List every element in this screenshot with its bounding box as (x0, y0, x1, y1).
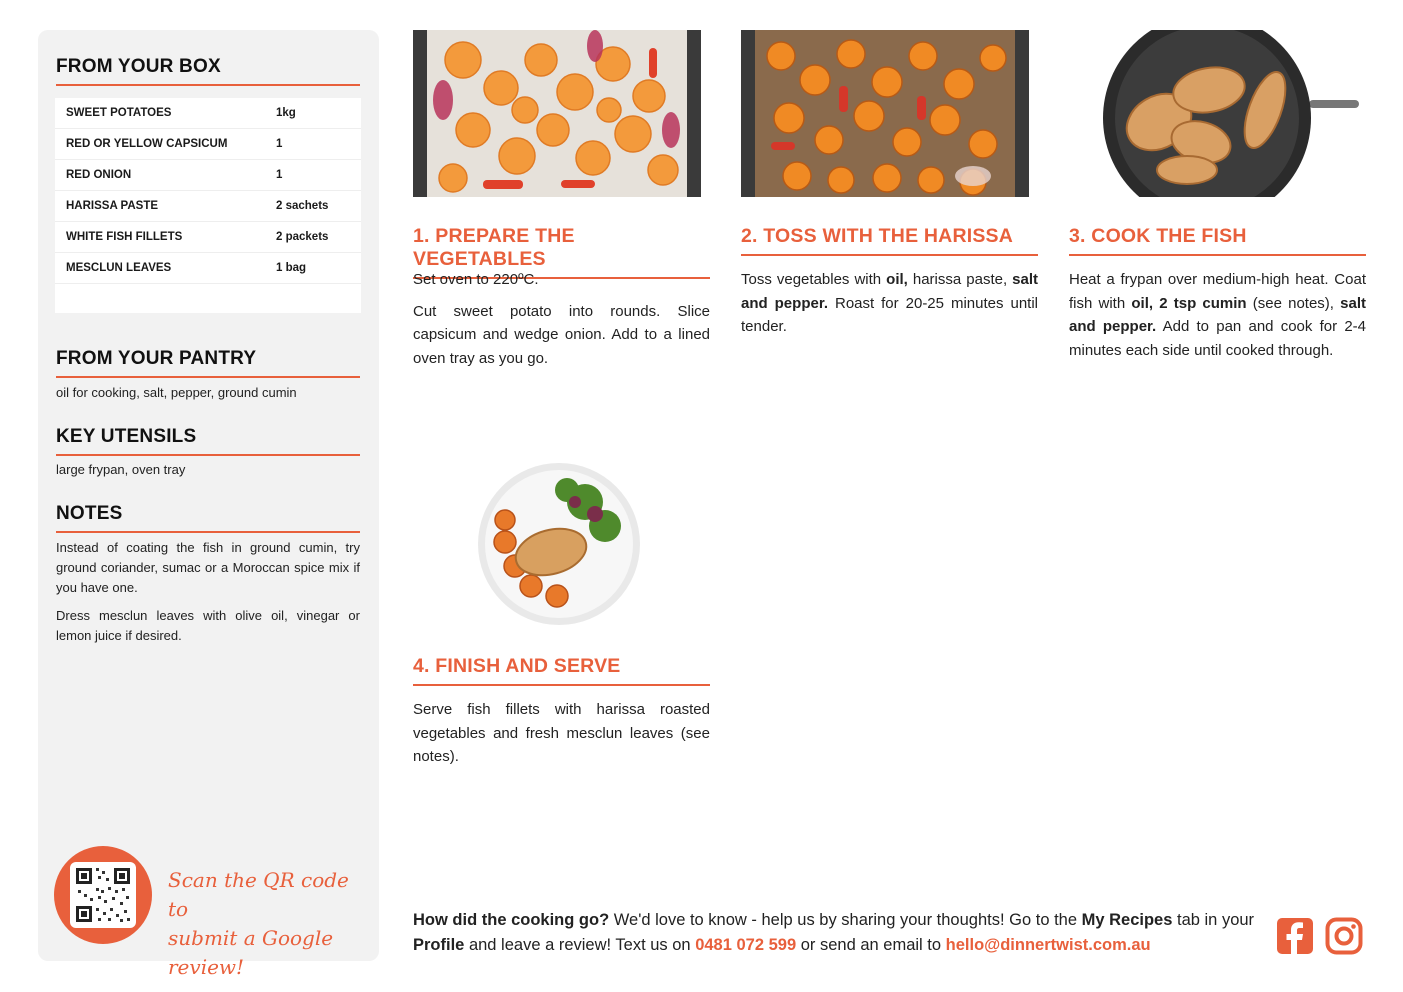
footer-text: or send an email to (796, 936, 946, 954)
step-paragraph: Serve fish fillets with harissa roasted vegetables and fresh mesclun leaves (see notes). (413, 701, 710, 765)
ingredient-qty: 1 (276, 169, 283, 181)
step-text: Toss vegetables with (741, 271, 887, 288)
notes-title: NOTES (56, 503, 360, 533)
note-paragraph: Dress mesclun leaves with olive oil, vinegar or lemon juice if desired. (56, 608, 360, 643)
step-text: Add to pan and cook for 2-4 minutes each side until cooked through. (1069, 318, 1367, 359)
profile-link[interactable]: Profile (413, 936, 465, 954)
my-recipes-link[interactable]: My Recipes (1081, 911, 1173, 929)
step-text-bold: salt and pepper. (741, 271, 1039, 312)
table-row (55, 98, 361, 129)
step-body (413, 698, 710, 777)
email-link[interactable]: hello@dinnertwist.com.au (945, 936, 1151, 954)
step-text: Roast for 20-25 minutes until tender. (741, 294, 1038, 335)
table-row (55, 129, 361, 160)
vegetables-tray-photo (413, 30, 701, 197)
utensils-title: KEY UTENSILS (56, 426, 360, 456)
sidebar (38, 30, 379, 979)
box-title: FROM YOUR BOX (56, 56, 360, 86)
step-title: 2. TOSS WITH THE HARISSA (741, 225, 1038, 256)
step-paragraph: Set oven to 220ºC. (413, 271, 539, 288)
step-text: Heat a frypan over medium-high heat. Coat fish with (1069, 271, 1366, 312)
footer-text: We'd love to know - help us by sharing your thoughts! Go to the (609, 911, 1082, 929)
step-paragraph: Cut sweet potato into rounds. Slice capsicum and wedge onion. Add to a lined oven tray as you go. (413, 302, 710, 367)
step-text: harissa paste, (907, 271, 1013, 288)
plated-dish-photo (475, 462, 643, 626)
qr-code-icon[interactable] (70, 862, 136, 928)
ingredient-name: RED ONION (66, 169, 132, 181)
ingredient-name: WHITE FISH FILLETS (66, 231, 183, 243)
table-row (55, 160, 361, 191)
step-body (741, 268, 1038, 339)
feedback-footer (413, 908, 1263, 958)
notes-text (56, 538, 360, 654)
qr-caption (168, 866, 368, 982)
step-body (413, 268, 710, 378)
step-text-bold: oil, 2 tsp cumin (1131, 294, 1247, 312)
ingredients-table (55, 98, 361, 313)
ingredient-qty: 1 bag (276, 262, 307, 274)
step-text-bold: oil, (886, 271, 908, 288)
qr-caption-line: Scan the QR code to (168, 868, 349, 921)
footer-text: tab in your (1172, 911, 1255, 929)
step-title: 4. FINISH AND SERVE (413, 655, 710, 686)
qr-caption-line: submit a Google review! (168, 926, 334, 979)
roasted-vegetables-photo (741, 30, 1029, 197)
qr-badge (54, 846, 152, 944)
pantry-text: oil for cooking, salt, pepper, ground cumin (56, 385, 297, 400)
footer-question: How did the cooking go? (413, 911, 610, 929)
instagram-icon[interactable] (1325, 917, 1363, 955)
phone-link[interactable]: 0481 072 599 (695, 936, 797, 954)
ingredient-qty: 1kg (276, 107, 296, 119)
ingredient-qty: 2 packets (276, 231, 329, 243)
table-row (55, 191, 361, 222)
step-title: 3. COOK THE FISH (1069, 225, 1366, 256)
ingredient-name: MESCLUN LEAVES (66, 262, 172, 274)
step-body (1069, 268, 1366, 362)
note-paragraph: Instead of coating the fish in ground cumin, try ground coriander, sumac or a Moroccan spice mix if you have one. (56, 540, 360, 595)
ingredient-qty: 1 (276, 138, 283, 150)
step-text-bold: salt and pepper. (1069, 294, 1366, 335)
pantry-title: FROM YOUR PANTRY (56, 348, 360, 378)
utensils-text: large frypan, oven tray (56, 462, 186, 477)
facebook-icon[interactable] (1276, 917, 1314, 955)
footer-text: and leave a review! Text us on (464, 936, 696, 954)
ingredient-qty: 2 sachets (276, 200, 329, 212)
ingredient-name: HARISSA PASTE (66, 200, 159, 212)
step-title: 1. PREPARE THE VEGETABLES (413, 225, 710, 279)
ingredient-name: RED OR YELLOW CAPSICUM (66, 138, 228, 150)
ingredient-name: SWEET POTATOES (66, 107, 172, 119)
step-text: (see notes), (1246, 294, 1341, 312)
table-row (55, 253, 361, 284)
table-row (55, 222, 361, 253)
fish-in-pan-photo (1069, 30, 1366, 197)
